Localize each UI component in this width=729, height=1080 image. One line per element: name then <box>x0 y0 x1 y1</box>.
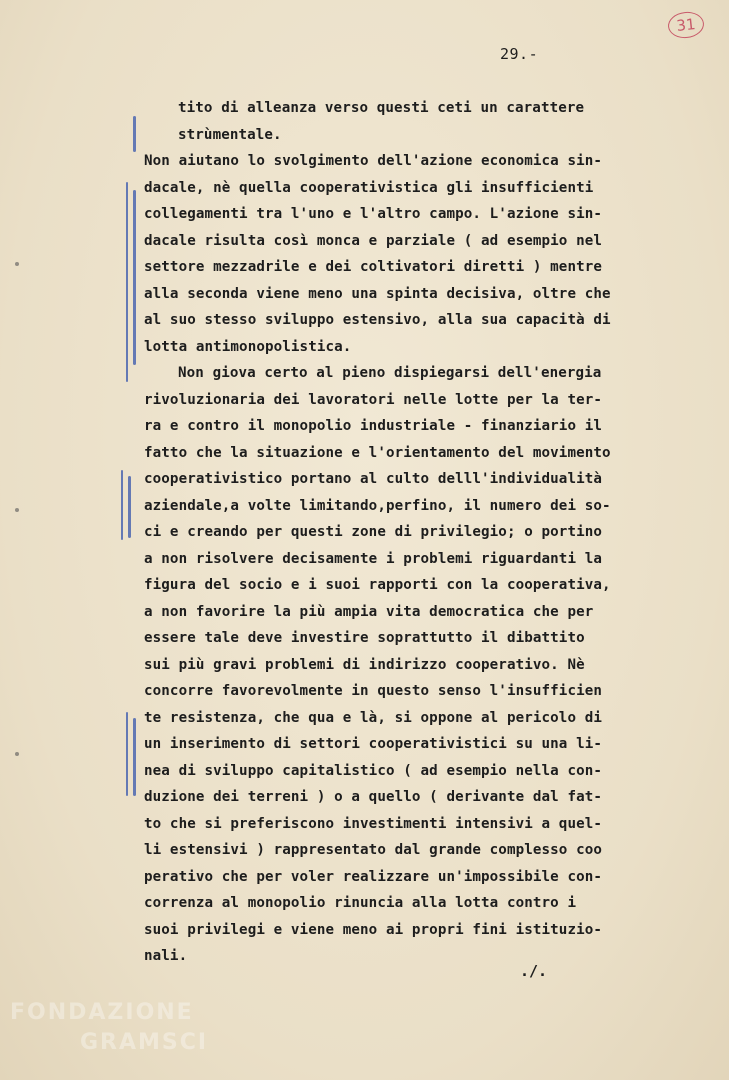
text-line: nea di sviluppo capitalistico ( ad esempio nella con- <box>144 762 603 779</box>
text-line: te resistenza, che qua e là, si oppone al pericolo di <box>144 709 603 726</box>
text-line: Non giova certo al pieno dispiegarsi dell'energia <box>178 365 602 381</box>
paper-speck <box>15 262 19 266</box>
page-number: 29.- <box>500 45 539 63</box>
text-line: alla seconda viene meno una spinta decisiva, oltre che <box>144 285 611 302</box>
text-line: duzione dei terreni ) o a quello ( derivante dal fat- <box>144 789 603 805</box>
margin-mark <box>133 718 136 796</box>
continuation-mark: ./. <box>520 962 548 980</box>
text-line: al suo stesso sviluppo estensivo, alla sua capacità di <box>144 312 611 328</box>
text-line: ra e contro il monopolio industriale - finanziario il <box>144 418 603 434</box>
text-line: concorre favorevolmente in questo senso l'insufficien <box>144 683 603 699</box>
margin-mark <box>126 712 128 796</box>
text-line: sui più gravi problemi di indirizzo cooperativo. Nè <box>144 656 585 673</box>
text-line: Non aiutano lo svolgimento dell'azione economica sin- <box>144 153 603 169</box>
archive-watermark <box>10 992 220 1072</box>
text-line: to che si preferiscono investimenti intensivi a quel- <box>144 815 603 832</box>
watermark-line-1: FONDAZIONE <box>10 1000 194 1025</box>
text-line: fatto che la situazione e l'orientamento del movimento <box>144 444 611 461</box>
text-line: lotta antimonopolistica. <box>144 338 352 355</box>
text-line: li estensivi ) rappresentato dal grande complesso coo <box>144 842 603 858</box>
margin-mark <box>121 470 123 540</box>
paper-speck <box>15 508 19 512</box>
text-line: figura del socio e i suoi rapporti con la cooperativa, <box>144 577 611 593</box>
archive-page-number: 31 <box>667 10 706 40</box>
paper-speck <box>15 752 19 756</box>
text-line: a non risolvere decisamente i problemi riguardanti la <box>144 550 603 567</box>
text-line: a non favorire la più ampia vita democratica che per <box>144 603 594 620</box>
text-line: rivoluzionaria dei lavoratori nelle lotte per la ter- <box>144 391 603 408</box>
text-line: ci e creando per questi zone di privilegio; o portino <box>144 524 603 540</box>
text-line: un inserimento di settori cooperativistici su una li- <box>144 736 603 752</box>
margin-mark <box>133 190 136 365</box>
text-line: tito di alleanza verso questi ceti un carattere <box>178 100 585 116</box>
text-line: essere tale deve investire soprattutto il dibattito <box>144 630 585 646</box>
text-line: suoi privilegi e viene meno ai propri fini istituzio- <box>144 921 603 938</box>
text-line: correnza al monopolio rinuncia alla lotta contro i <box>144 895 577 911</box>
text-line: nali. <box>144 948 188 964</box>
text-line: dacale, nè quella cooperativistica gli insufficienti <box>144 179 594 196</box>
text-line: collegamenti tra l'uno e l'altro campo. L'azione sin- <box>144 206 603 222</box>
text-line: perativo che per voler realizzare un'impossibile con- <box>144 868 603 885</box>
margin-mark <box>128 476 131 538</box>
margin-mark <box>126 182 128 382</box>
text-line: aziendale,a volte limitando,perfino, il numero dei so- <box>144 497 611 514</box>
text-line: dacale risulta così monca e parziale ( ad esempio nel <box>144 232 603 249</box>
margin-mark <box>133 116 136 152</box>
watermark-line-2: GRAMSCI <box>80 1030 209 1055</box>
text-line: cooperativistico portano al culto delll'individualità <box>144 471 603 487</box>
text-line: strùmentale. <box>178 126 282 143</box>
text-line: settore mezzadrile e dei coltivatori diretti ) mentre <box>144 259 603 275</box>
